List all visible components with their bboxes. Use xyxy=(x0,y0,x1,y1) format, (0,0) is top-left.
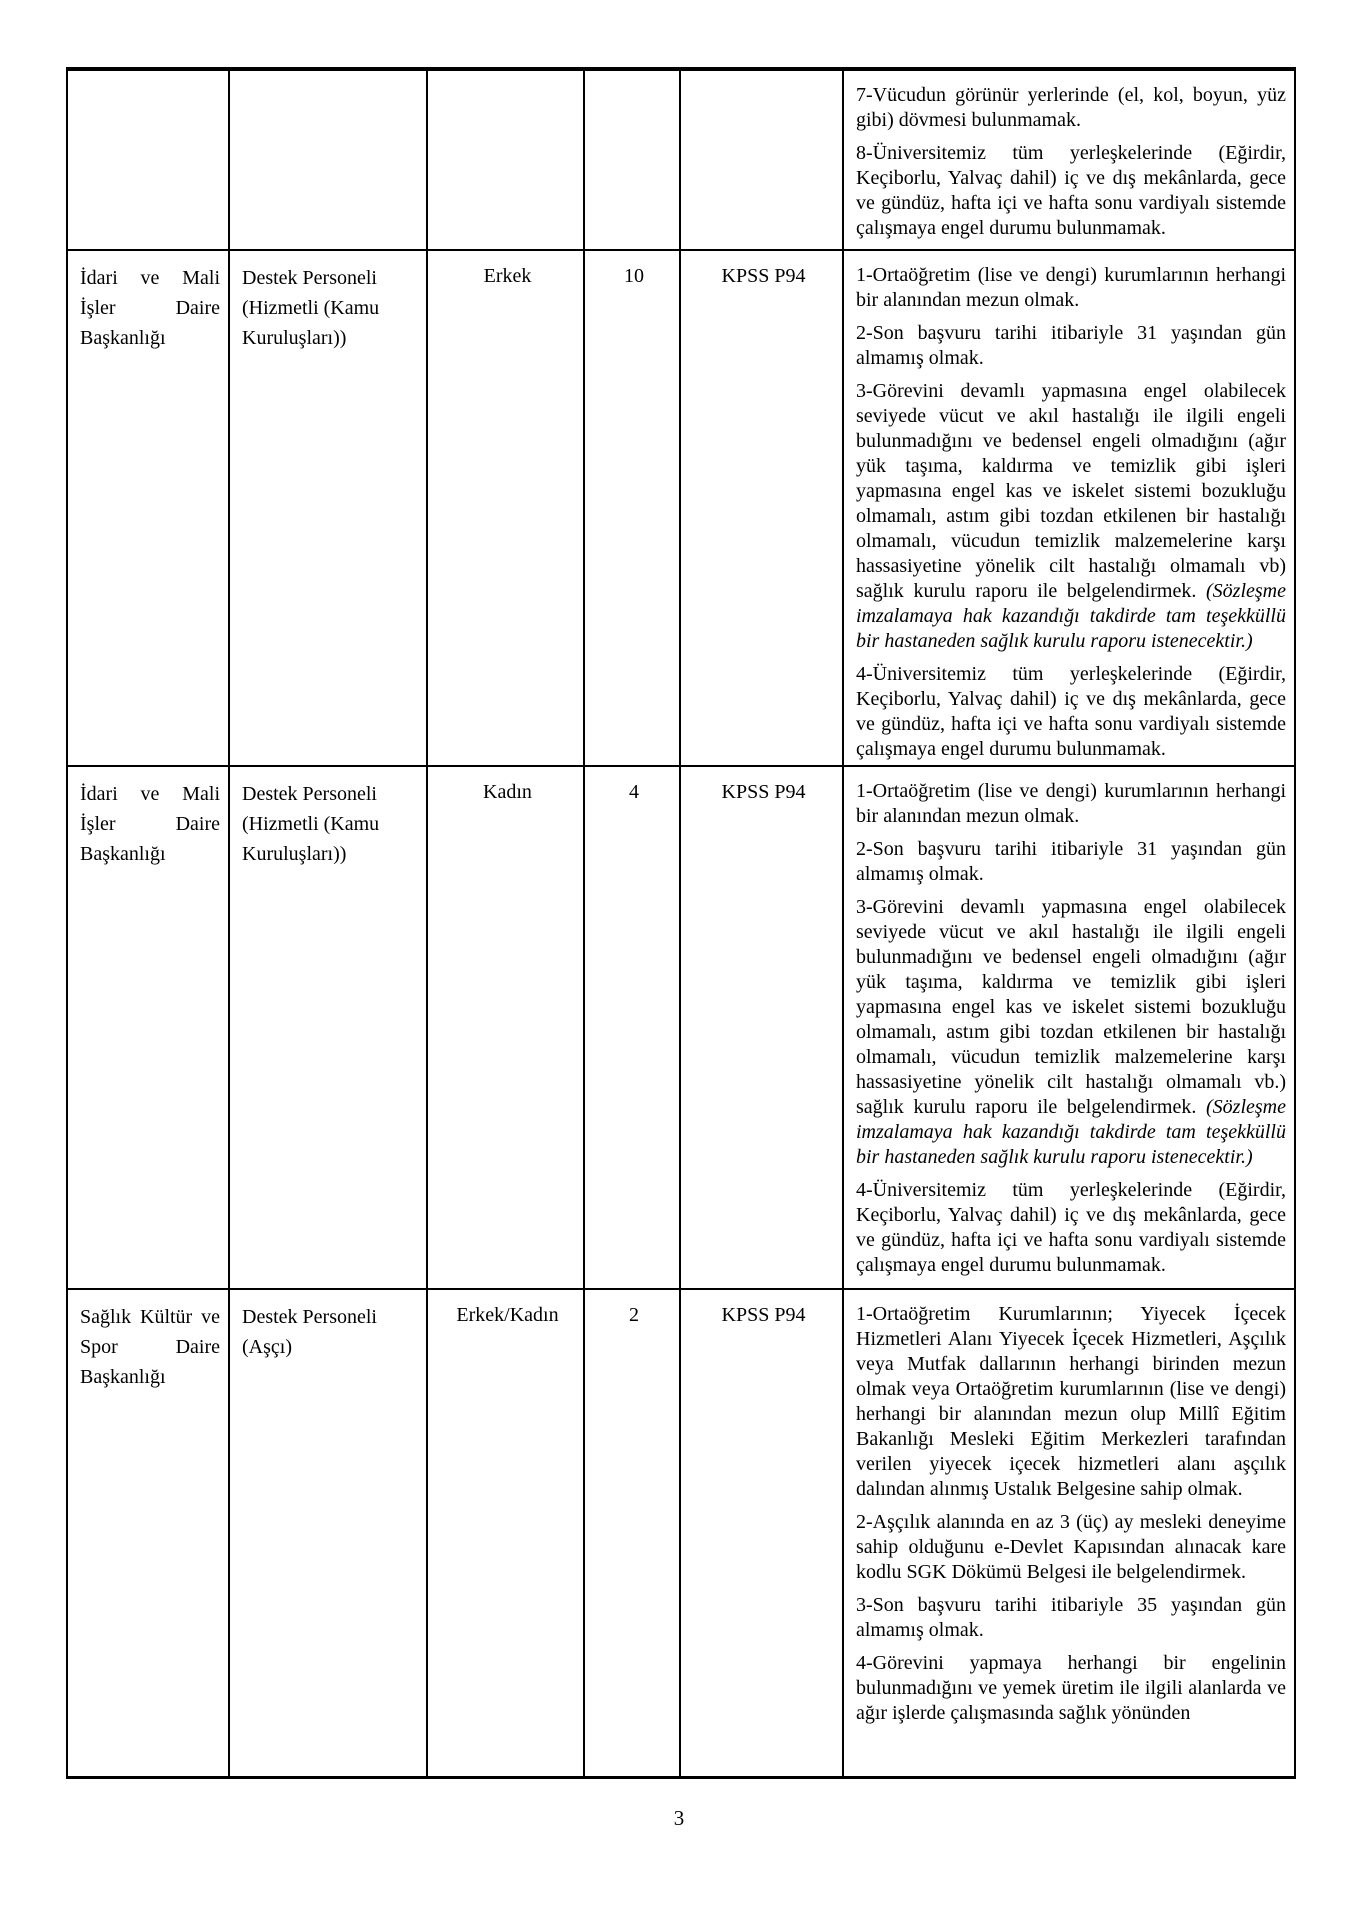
requirements-cell xyxy=(843,1289,1295,1778)
requirement-paragraph: 2-Son başvuru tarihi itibariyle 31 yaşından gün almamış olmak. xyxy=(856,322,1286,369)
gender-text xyxy=(440,83,575,249)
page-number: 3 xyxy=(673,1806,685,1830)
department-text: Sağlık Kültür ve Spor Daire Başkanlığı xyxy=(80,1306,220,1388)
personnel-type-cell xyxy=(229,250,427,766)
quota-text: 2 xyxy=(629,1304,639,1326)
department-cell xyxy=(67,766,229,1289)
requirement-paragraph: 2-Aşçılık alanında en az 3 (üç) ay mesleki deneyime sahip olduğunu e-Devlet Kapısından alınacak kare kodlu SGK Dökümü Belgesi ile belgelendirmek. xyxy=(856,1511,1286,1583)
exam-score-text: KPSS P94 xyxy=(721,1304,806,1326)
personnel-type-text: Destek Personeli (Aşçı) xyxy=(242,1306,377,1358)
requirement-paragraph: 7-Vücudun görünür yerlerinde (el, kol, boyun, yüz gibi) dövmesi bulunmamak. xyxy=(856,84,1286,131)
requirement-note-italic: (Sözleşme imzalamaya hak kazandığı takdirde tam teşekküllü bir hastaneden sağlık kurulu raporu istenecektir.) xyxy=(856,580,1286,652)
requirement-paragraph: 8-Üniversitemiz tüm yerleşkelerinde (Eğirdir, Keçiborlu, Yalvaç dahil) iç ve dış mekânlarda, gece ve gündüz, hafta içi ve hafta sonu vardiyalı sistemde çalışmaya engel durumu bulunmamak. xyxy=(856,142,1286,239)
department-cell xyxy=(67,69,229,250)
exam-score-text xyxy=(693,83,834,249)
department-text: İdari ve Mali İşler Daire Başkanlığı xyxy=(80,267,220,349)
gender-cell xyxy=(427,766,584,1289)
personnel-type-text: Destek Personeli (Hizmetli (Kamu Kuruluşları)) xyxy=(242,267,380,349)
personnel-type-cell xyxy=(229,69,427,250)
department-cell xyxy=(67,250,229,766)
requirement-paragraph: 4-Üniversitemiz tüm yerleşkelerinde (Eğirdir, Keçiborlu, Yalvaç dahil) iç ve dış mekânlarda, gece ve gündüz, hafta içi ve hafta sonu vardiyalı sistemde çalışmaya engel durumu bulunmamak. xyxy=(856,1179,1286,1276)
exam-score-cell xyxy=(680,69,843,250)
exam-score-cell xyxy=(680,766,843,1289)
quota-cell xyxy=(584,250,680,766)
requirement-paragraph xyxy=(856,895,1286,1170)
gender-cell xyxy=(427,69,584,250)
exam-score-text: KPSS P94 xyxy=(721,781,806,803)
personnel-type-text: Destek Personeli (Hizmetli (Kamu Kuruluşları)) xyxy=(242,783,380,865)
table-row xyxy=(67,1289,1295,1778)
gender-cell xyxy=(427,250,584,766)
personnel-type-cell xyxy=(229,766,427,1289)
quota-text: 4 xyxy=(629,781,639,803)
quota-cell xyxy=(584,766,680,1289)
requirement-paragraph: 2-Son başvuru tarihi itibariyle 31 yaşından gün almamış olmak. xyxy=(856,838,1286,885)
requirement-paragraph: 1-Ortaöğretim Kurumlarının; Yiyecek İçecek Hizmetleri Alanı Yiyecek İçecek Hizmetleri, Aşçılık veya Mutfak dallarının herhangi birinden mezun olmak veya Ortaöğretim kurumlarının (lise ve dengi) herhangi bir alanından mezun olup Millî Eğitim Bakanlığı Mesleki Eğitim Merkezleri tarafından verilen yiyecek içecek hizmetleri alanı aşçılık dalından alınmış Ustalık Belgesine sahip olmak. xyxy=(856,1303,1286,1500)
gender-text: Kadın xyxy=(483,781,532,803)
gender-cell xyxy=(427,1289,584,1778)
department-text xyxy=(80,83,220,249)
quota-text xyxy=(597,83,671,249)
requirement-text: 3-Görevini devamlı yapmasına engel olabilecek seviyede vücut ve akıl hastalığı ile ilgili engeli bulunmadığını ve bedensel engeli olmadığını (ağır yük taşıma, kaldırma ve temizlik gibi işleri yapmasına engel kas ve iskelet sistemi bozukluğu olmamalı, astım gibi tozdan etkilenen bir hastalığı olmamalı, vücudun temizlik malzemelerine karşı hassasiyetine yönelik cilt hastalığı olmamalı vb.) sağlık kurulu raporu ile belgelendirmek. xyxy=(856,896,1286,1118)
requirement-paragraph: 1-Ortaöğretim (lise ve dengi) kurumlarının herhangi bir alanından mezun olmak. xyxy=(856,780,1286,827)
department-text: İdari ve Mali İşler Daire Başkanlığı xyxy=(80,783,220,865)
requirement-paragraph: 4-Görevini yapmaya herhangi bir engelinin bulunmadığını ve yemek üretim ile ilgili alanlarda ve ağır işlerde çalışmasında sağlık yönünden xyxy=(856,1652,1286,1724)
table-row xyxy=(67,250,1295,766)
requirements-cell xyxy=(843,69,1295,250)
exam-score-text: KPSS P94 xyxy=(721,265,806,287)
gender-text: Erkek/Kadın xyxy=(456,1304,559,1326)
table-row xyxy=(67,766,1295,1289)
requirement-note-italic: (Sözleşme imzalamaya hak kazandığı takdirde tam teşekküllü bir hastaneden sağlık kurulu raporu istenecektir.) xyxy=(856,1096,1286,1168)
quota-cell xyxy=(584,69,680,250)
requirements-cell xyxy=(843,250,1295,766)
requirement-paragraph: 4-Üniversitemiz tüm yerleşkelerinde (Eğirdir, Keçiborlu, Yalvaç dahil) iç ve dış mekânlarda, gece ve gündüz, hafta içi ve hafta sonu vardiyalı sistemde çalışmaya engel durumu bulunmamak. xyxy=(856,663,1286,760)
requirements-cell xyxy=(843,766,1295,1289)
requirement-paragraph: 1-Ortaöğretim (lise ve dengi) kurumlarının herhangi bir alanından mezun olmak. xyxy=(856,264,1286,311)
gender-text: Erkek xyxy=(483,265,532,287)
exam-score-cell xyxy=(680,1289,843,1778)
job-postings-table xyxy=(66,67,1296,1779)
requirement-paragraph: 3-Son başvuru tarihi itibariyle 35 yaşından gün almamış olmak. xyxy=(856,1594,1286,1641)
table-row xyxy=(67,69,1295,250)
personnel-type-text xyxy=(242,83,418,249)
personnel-type-cell xyxy=(229,1289,427,1778)
department-cell xyxy=(67,1289,229,1778)
exam-score-cell xyxy=(680,250,843,766)
quota-cell xyxy=(584,1289,680,1778)
requirement-text: 3-Görevini devamlı yapmasına engel olabilecek seviyede vücut ve akıl hastalığı ile ilgili engeli bulunmadığını ve bedensel engeli olmadığını (ağır yük taşıma, kaldırma ve temizlik gibi işleri yapmasına engel kas ve iskelet sistemi bozukluğu olmamalı, astım gibi tozdan etkilenen bir hastalığı olmamalı, vücudun temizlik malzemelerine karşı hassasiyetine yönelik cilt hastalığı olmamalı vb) sağlık kurulu raporu ile belgelendirmek. xyxy=(856,380,1286,602)
quota-text: 10 xyxy=(624,265,644,287)
requirement-paragraph xyxy=(856,379,1286,654)
